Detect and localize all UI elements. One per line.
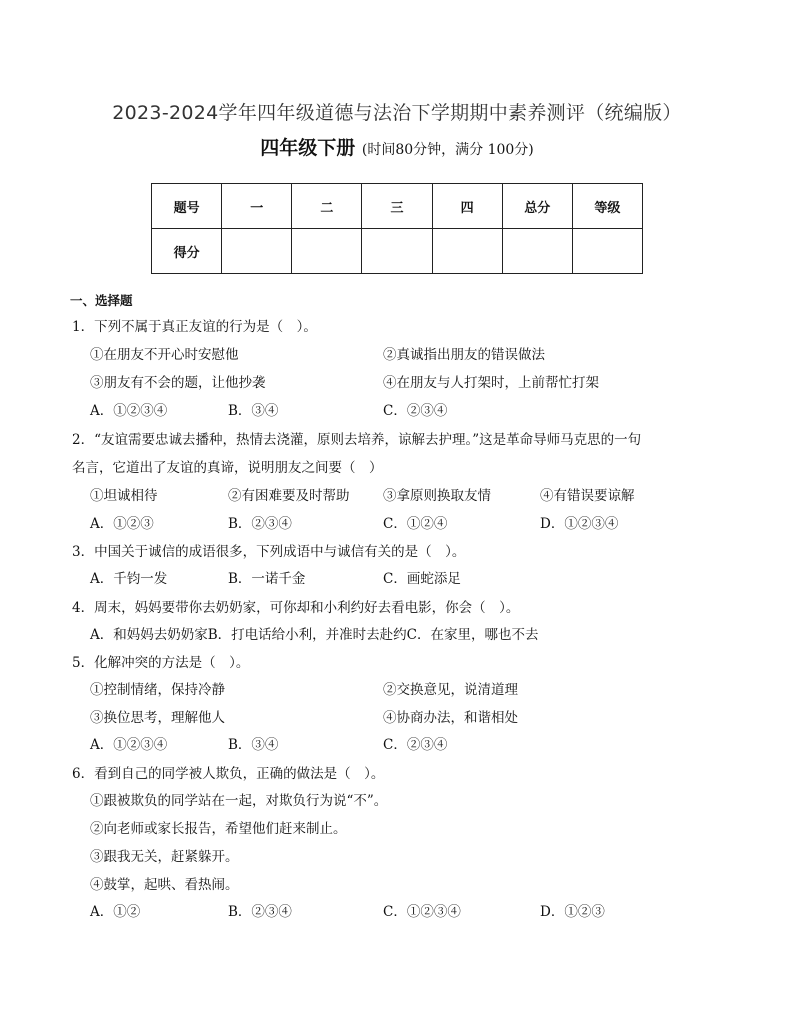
time-score-note: (时间80分钟，满分 100分) [361, 142, 534, 158]
q2-statement-3: ③拿原则换取友情 [383, 488, 491, 504]
header-cell-grade: 等级 [572, 184, 642, 229]
q2-option-a[interactable]: A．①②③ [90, 516, 154, 532]
score-cell-3[interactable] [362, 229, 432, 274]
q1-statement-2: ②真诚指出朋友的错误做法 [383, 347, 545, 363]
q1-statement-3: ③朋友有不会的题，让他抄袭 [90, 375, 266, 391]
q1-option-a[interactable]: A．①②③④ [90, 403, 168, 419]
q2-stem-line-1: 2．“友谊需要忠诚去播种，热情去浇灌，原则去培养，谅解去护理。”这是革命导师马克思的一句 [72, 432, 642, 448]
q5-statement-4: ④协商办法，和谐相处 [383, 710, 518, 726]
score-cell-4[interactable] [432, 229, 502, 274]
q6-statement-4: ④鼓掌，起哄、看热闹。 [90, 877, 239, 893]
score-cell-1[interactable] [222, 229, 292, 274]
q6-statement-1: ①跟被欺负的同学站在一起，对欺负行为说“不”。 [90, 793, 388, 809]
q2-option-d[interactable]: D．①②③④ [540, 516, 619, 532]
score-row-label: 得分 [152, 229, 222, 274]
grade-volume: 四年级下册 [260, 137, 356, 159]
header-cell-3: 三 [362, 184, 432, 229]
score-cell-total[interactable] [502, 229, 572, 274]
q2-stem-line-2: 名言，它道出了友谊的真谛，说明朋友之间要（ ） [72, 460, 383, 476]
header-cell-4: 四 [432, 184, 502, 229]
q3-option-a[interactable]: A．千钧一发 [90, 571, 168, 587]
header-cell-total: 总分 [502, 184, 572, 229]
q5-option-c[interactable]: C．②③④ [383, 737, 448, 753]
q6-option-a[interactable]: A．①② [90, 904, 141, 920]
q5-statement-3: ③换位思考，理解他人 [90, 710, 225, 726]
q1-option-c[interactable]: C．②③④ [383, 403, 448, 419]
q2-option-c[interactable]: C．①②④ [383, 516, 448, 532]
q6-statement-3: ③跟我无关，赶紧躲开。 [90, 849, 239, 865]
score-table [151, 183, 643, 274]
header-cell-2: 二 [292, 184, 362, 229]
q3-option-b[interactable]: B．一诺千金 [228, 571, 306, 587]
q2-statement-1: ①坦诚相待 [90, 488, 158, 504]
score-cell-2[interactable] [292, 229, 362, 274]
q6-option-b[interactable]: B．②③④ [228, 904, 292, 920]
score-table-score-row [152, 229, 643, 274]
q5-stem: 5．化解冲突的方法是（ ）。 [72, 655, 250, 671]
header-cell-1: 一 [222, 184, 292, 229]
score-table-header-row [152, 184, 643, 229]
q5-option-a[interactable]: A．①②③④ [90, 737, 168, 753]
q1-statement-4: ④在朋友与人打架时，上前帮忙打架 [383, 375, 599, 391]
q6-option-d[interactable]: D．①②③ [540, 904, 605, 920]
q5-option-b[interactable]: B．③④ [228, 737, 279, 753]
q5-statement-2: ②交换意见，说清道理 [383, 682, 518, 698]
q1-statement-1: ①在朋友不开心时安慰他 [90, 347, 239, 363]
q3-option-c[interactable]: C．画蛇添足 [383, 571, 461, 587]
q4-options[interactable]: A．和妈妈去奶奶家B．打电话给小利，并准时去赴约C．在家里，哪也不去 [90, 627, 539, 643]
section-heading-choice: 一、选择题 [70, 293, 133, 308]
q2-statement-2: ②有困难要及时帮助 [228, 488, 350, 504]
score-cell-grade[interactable] [572, 229, 642, 274]
q1-option-b[interactable]: B．③④ [228, 403, 279, 419]
q4-stem: 4．周末，妈妈要带你去奶奶家，可你却和小利约好去看电影，你会（ ）。 [72, 600, 520, 616]
q3-stem: 3．中国关于诚信的成语很多，下列成语中与诚信有关的是（ ）。 [72, 544, 466, 560]
q2-option-b[interactable]: B．②③④ [228, 516, 292, 532]
header-cell-number: 题号 [152, 184, 222, 229]
q2-statement-4: ④有错误要谅解 [540, 488, 635, 504]
q5-statement-1: ①控制情绪，保持冷静 [90, 682, 225, 698]
q6-statement-2: ②向老师或家长报告，希望他们赶来制止。 [90, 821, 347, 837]
exam-title: 2023-2024学年四年级道德与法治下学期期中素养测评（统编版） [112, 102, 682, 124]
exam-subtitle [0, 133, 794, 160]
q6-option-c[interactable]: C．①②③④ [383, 904, 461, 920]
q1-stem: 1．下列不属于真正友谊的行为是（ ）。 [72, 319, 317, 335]
q6-stem: 6．看到自己的同学被人欺负，正确的做法是（ ）。 [72, 766, 385, 782]
